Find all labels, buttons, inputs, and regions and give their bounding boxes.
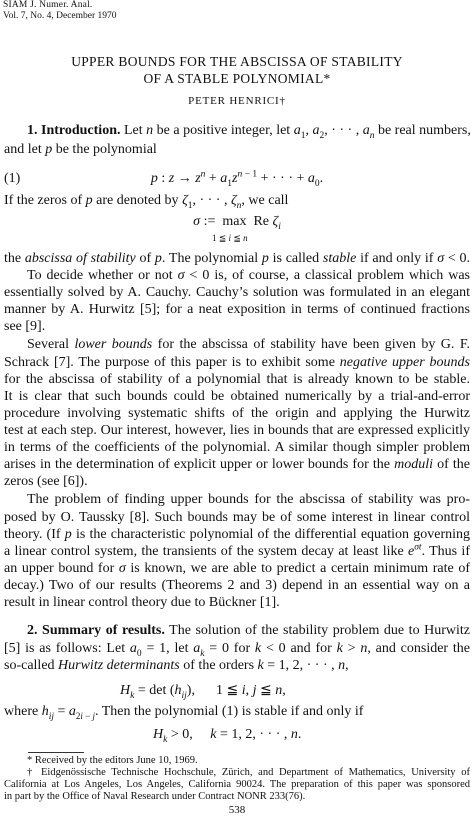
body-text-line: where $h_{ij} = a_{2i - j}$. Then the polynomial (1) is stable if and only if bbox=[4, 704, 364, 722]
body-text-line: for the abscissa of stability of a polynomial that is already known to be stable. bbox=[4, 372, 470, 387]
equation-hurwitz-determinant: $H_k = \det (h_{ij})$, 1 ≦ i, j ≦ n, bbox=[120, 683, 286, 701]
body-text-line: [5] is as follows: Let $a_0 = 1$, let $a_k = 0$ for k < 0 and for k > n, and consider the bbox=[4, 641, 471, 659]
section-heading: 1. Introduction. bbox=[27, 123, 121, 138]
equation-sigma-range: 1 ≦ i ≦ n bbox=[212, 233, 248, 243]
body-text-line: To decide whether or not σ < 0 is, of course, a classical problem which was bbox=[27, 268, 470, 283]
body-text-line: manner by A. Hurwitz [5]; for a neat exposition in terms of continued fractions bbox=[4, 302, 470, 317]
intro-paragraph-line: and let p be the polynomial bbox=[4, 142, 157, 157]
body-text-line: an upper bound for σ is known, we are able to predict a certain minimum rate of bbox=[4, 561, 470, 576]
paper-title-line1: UPPER BOUNDS FOR THE ABSCISSA OF STABILITY bbox=[71, 54, 403, 69]
journal-header bbox=[3, 0, 117, 22]
journal-volume: Vol. 7, No. 4, December 1970 bbox=[3, 11, 117, 21]
body-text-line: test at each step. Our interest, however, lies in bounds that are expressed explicitly bbox=[4, 423, 470, 438]
body-text-line: essentially solved by A. Cauchy. Cauchy’s solution was formulated in an elegant bbox=[4, 285, 470, 300]
body-text-line: procedure involving systematic shifts of the origin and applying the Hurwitz bbox=[4, 406, 470, 421]
section-heading: 2. Summary of results. bbox=[27, 623, 165, 638]
body-text-line: posed by O. Taussky [8]. Such bounds may be of some interest in linear control bbox=[4, 510, 470, 525]
body-text-line: a linear control system, the transients of the system decay at least like $e^{\sigma t}$. Thus if bbox=[4, 542, 470, 559]
body-text-line: 2. Summary of results. The solution of the stability problem due to Hurwitz bbox=[27, 623, 471, 638]
body-text-line: result in linear control theory due to Bückner [1]. bbox=[4, 595, 280, 610]
intro-paragraph-line: 1. Introduction. Let n be a positive integer, let $a_1$, $a_2$, · · · , $a_n$ be real numbers, bbox=[27, 123, 471, 141]
body-text-line: It is clear that such bounds could be obtained numerically by a trial-and-error bbox=[4, 389, 470, 404]
footnote-affiliation-line2: California at Los Angeles, Los Angeles, California 90024. The preparation of this paper was sponsored bbox=[4, 779, 470, 790]
footnote-affiliation-line1: † Eidgenössische Technische Hochschule, Zürich, and Department of Mathematics, University of bbox=[27, 767, 470, 778]
body-text-line: The problem of finding upper bounds for the abscissa of stability was pro- bbox=[27, 492, 470, 507]
body-text-line: the abscissa of stability of p. The polynomial p is called stable if and only if σ < 0. bbox=[4, 251, 470, 266]
equation-sigma: σ := max Re $\zeta_i$ bbox=[193, 214, 281, 232]
body-text-line: zeros (see [6]). bbox=[4, 474, 88, 489]
footnote-rule bbox=[28, 752, 84, 753]
body-text-line: see [9]. bbox=[4, 319, 46, 334]
footnote-received: * Received by the editors June 10, 1969. bbox=[27, 755, 198, 766]
body-text-line: so-called Hurwitz determinants of the orders k = 1, 2, · · · , n, bbox=[4, 658, 349, 673]
body-text-line: Several lower bounds for the abscissa of stability have been given by G. F. bbox=[27, 337, 471, 352]
page-number: 538 bbox=[228, 804, 246, 816]
equation-number: (1) bbox=[4, 171, 21, 186]
body-text-line: decay.) Two of our results (Theorems 2 and 3) depend in an essential way on a bbox=[4, 578, 470, 593]
body-text-line: Schrack [7]. The purpose of this paper is to exhibit some negative upper bounds bbox=[4, 355, 470, 370]
body-text-line: If the zeros of p are denoted by $\zeta_1$, · · · , $\zeta_n$, we call bbox=[4, 193, 289, 211]
equation-polynomial: p : $z \to z^n + a_1z^{n - 1}$ + · · · + $a_0$. bbox=[150, 169, 324, 189]
body-text-line: theory. (If p is the characteristic polynomial of the differential equation governing bbox=[4, 527, 471, 542]
footnote-affiliation-line3: in part by the Office of Naval Research under Contract NONR 233(76). bbox=[4, 791, 306, 802]
author-name: PETER HENRICI† bbox=[188, 95, 286, 107]
body-text-line: arises in the determination of explicit upper or lower bounds for the moduli of the bbox=[4, 457, 471, 472]
equation-stability-condition: $H_k > 0$, k = 1, 2, · · · , n. bbox=[153, 727, 302, 745]
paper-title-line2: OF A STABLE POLYNOMIAL* bbox=[143, 71, 331, 86]
journal-name: SIAM J. Numer. Anal. bbox=[3, 0, 93, 10]
body-text-line: in terms of the coefficients of the polynomial. A similar though simpler problem bbox=[4, 440, 470, 455]
